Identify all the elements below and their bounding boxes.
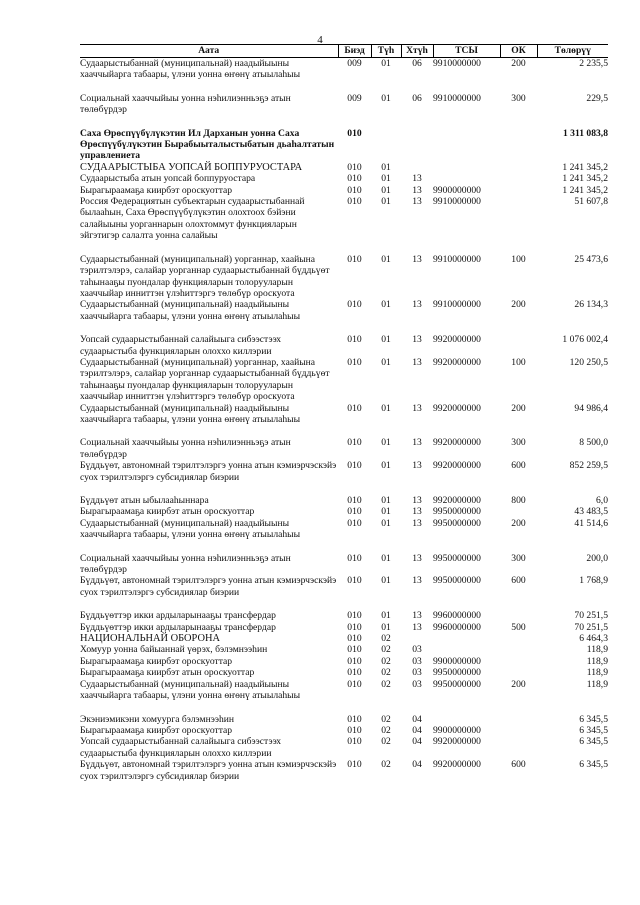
- cell-expense-type: [500, 725, 537, 736]
- cell-target: 9920000000: [433, 402, 481, 414]
- cell-expense-type: [500, 506, 537, 517]
- header-subsection: Хтүһ: [401, 45, 433, 58]
- cell-name: СУДААРЫСТЫБА УОПСАЙ БОППУРУОСТАРА: [80, 161, 303, 173]
- cell-ministry: 010: [347, 517, 362, 529]
- cell-ministry: 010: [347, 356, 362, 368]
- cell-name: Судаарыстыбаннай (муниципальнай) уорганнар, хаайына тэрилтэлэрэ, салайар уорганнар судаарыстыбаннай бүддьүөт таһынааҕы пуондалар функцияларын толорууларын хааччыйар инниттэн үлэһиттэргэ төлөбүр ороскуота: [80, 356, 330, 403]
- table-row: [80, 656, 608, 667]
- table-row: [80, 610, 608, 621]
- cell-expense-type: 100: [511, 253, 526, 265]
- cell-section: 01: [381, 517, 391, 529]
- cell-subsection: 13: [412, 299, 422, 311]
- cell-name: Судаарыстыбаннай (муниципальнай) наадыйыыны хааччыйарга табаары, үлэни уонна өҥөнү атыылаһыы: [80, 517, 301, 541]
- spacer-row: [80, 541, 608, 553]
- cell-ministry: 010: [347, 184, 362, 196]
- cell-target: [433, 162, 500, 173]
- spacer-row: [80, 322, 608, 334]
- cell-amount: 6 345,5: [579, 713, 608, 725]
- spacer-row: [80, 425, 608, 437]
- cell-target: [433, 644, 500, 655]
- cell-target: 9960000000: [433, 621, 481, 633]
- table-row: [80, 128, 608, 162]
- cell-section: 01: [381, 460, 391, 472]
- cell-subsection: 13: [412, 334, 422, 346]
- table-row: [80, 633, 608, 644]
- table-row: [80, 460, 608, 483]
- cell-ministry: 010: [347, 173, 362, 185]
- cell-name: Судаарыстыбаннай (муниципальнай) наадыйыыны хааччыйарга табаары, үлэни уонна өҥөнү атыылаһыы: [80, 678, 301, 702]
- table-row: [80, 553, 608, 576]
- cell-target: 9920000000: [433, 759, 481, 771]
- cell-amount: 6 345,5: [579, 724, 608, 736]
- table-row: [80, 334, 608, 357]
- cell-name: Экэниэмикэни хомуурга бэлэмнээһин: [80, 713, 235, 725]
- cell-expense-type: [500, 185, 537, 196]
- cell-section: 02: [381, 736, 391, 748]
- spacer-row: [80, 598, 608, 610]
- cell-subsection: 13: [412, 610, 422, 622]
- spacer-row: [80, 483, 608, 495]
- cell-amount: 6 345,5: [579, 736, 608, 748]
- header-name: Аата: [80, 45, 338, 58]
- spacer-row: [80, 116, 608, 128]
- cell-expense-type: 200: [511, 299, 526, 311]
- cell-section: 01: [381, 299, 391, 311]
- cell-amount: 118,9: [586, 667, 608, 679]
- cell-name: Бүддьүөт атын ыбылааһыннара: [80, 495, 209, 506]
- cell-amount: 200,0: [586, 552, 608, 564]
- cell-section: 02: [381, 713, 391, 725]
- table-row: [80, 93, 608, 116]
- cell-ministry: 010: [347, 402, 362, 414]
- cell-section: 02: [381, 644, 391, 656]
- cell-section: 02: [381, 759, 391, 771]
- cell-target: [433, 714, 500, 725]
- cell-amount: 8 500,0: [579, 437, 608, 449]
- cell-ministry: 010: [347, 759, 362, 771]
- cell-amount: 6 345,5: [579, 759, 608, 771]
- cell-ministry: 010: [347, 495, 362, 506]
- cell-ministry: 010: [347, 299, 362, 311]
- cell-amount: 1 076 002,4: [562, 334, 608, 346]
- cell-subsection: 13: [412, 356, 422, 368]
- cell-expense-type: 500: [511, 621, 526, 633]
- cell-name: Уопсай судаарыстыбаннай салайыыга сибээстээх судаарыстыба функцияларын олоххо киллэрии: [80, 736, 282, 759]
- cell-amount: 2 235,5: [579, 58, 608, 69]
- table-row: [80, 736, 608, 759]
- spacer-cell: [80, 598, 608, 610]
- cell-ministry: 010: [347, 610, 362, 622]
- cell-expense-type: 600: [511, 575, 526, 587]
- cell-ministry: 010: [347, 667, 362, 679]
- table-row: [80, 299, 608, 322]
- cell-amount: 1 311 083,8: [562, 127, 608, 139]
- cell-amount: 41 514,6: [574, 517, 608, 529]
- cell-amount: 94 986,4: [574, 402, 608, 414]
- cell-section: [371, 128, 401, 162]
- spacer-cell: [80, 116, 608, 128]
- table-row: [80, 357, 608, 403]
- cell-subsection: 03: [412, 678, 422, 690]
- cell-subsection: 13: [412, 460, 422, 472]
- spacer-cell: [80, 322, 608, 334]
- cell-target: 9910000000: [433, 58, 481, 69]
- table-row: [80, 667, 608, 678]
- cell-amount: 6 464,3: [579, 633, 608, 645]
- cell-name: Социальнай хааччыйыы уонна нэһилиэнньэҕэ атын төлөбүрдэр: [80, 552, 291, 576]
- cell-ministry: 010: [347, 196, 362, 208]
- cell-name: Судаарыстыбаннай (муниципальнай) наадыйыыны хааччыйарга табаары, үлэни уонна өҥөнү атыылаһыы: [80, 58, 301, 81]
- cell-expense-type: 300: [511, 437, 526, 449]
- cell-target: 9960000000: [433, 610, 481, 622]
- cell-name: Социальнай хааччыйыы уонна нэһилиэнньэҕэ атын төлөбүрдэр: [80, 92, 291, 116]
- cell-amount: 43 483,5: [574, 506, 608, 518]
- cell-expense-type: 200: [511, 517, 526, 529]
- cell-section: 01: [381, 552, 391, 564]
- cell-amount: 118,9: [586, 678, 608, 690]
- cell-section: 01: [381, 437, 391, 449]
- table-row: [80, 173, 608, 184]
- cell-target: [433, 128, 500, 162]
- cell-ministry: 010: [347, 552, 362, 564]
- cell-name: Бырагыраамаҕа киирбэт ороскуоттар: [80, 184, 233, 196]
- cell-expense-type: 600: [511, 460, 526, 472]
- table-row: [80, 506, 608, 517]
- table-row: [80, 403, 608, 426]
- cell-expense-type: [500, 644, 537, 655]
- table-row: [80, 58, 608, 81]
- cell-target: 9910000000: [433, 253, 481, 265]
- cell-target: 9950000000: [433, 575, 481, 587]
- cell-expense-type: [500, 656, 537, 667]
- cell-subsection: 13: [412, 552, 422, 564]
- cell-amount: 118,9: [586, 644, 608, 656]
- cell-ministry: 010: [347, 655, 362, 667]
- header-target: ТСЫ: [433, 45, 500, 58]
- cell-amount: 1 768,9: [579, 575, 608, 587]
- table-row: [80, 518, 608, 541]
- cell-name: Судаарыстыбаннай (муниципальнай) наадыйыыны хааччыйарга табаары, үлэни уонна өҥөнү атыылаһыы: [80, 299, 301, 322]
- cell-name: НАЦИОНАЛЬНАЙ ОБОРОНА: [80, 633, 220, 645]
- cell-target: 9920000000: [433, 356, 481, 368]
- table-row: [80, 759, 608, 782]
- spacer-cell: [80, 425, 608, 437]
- cell-name: Судаарыстыбаннай (муниципальнай) наадыйыыны хааччыйарга табаары, үлэни уонна өҥөнү атыылаһыы: [80, 402, 301, 425]
- cell-section: 02: [381, 633, 391, 645]
- table-row: [80, 725, 608, 736]
- cell-subsection: 03: [412, 644, 422, 656]
- cell-ministry: 010: [347, 437, 362, 449]
- table-row: [80, 196, 608, 242]
- cell-name: Бырагыраамаҕа киирбэт ороскуоттар: [80, 724, 233, 736]
- cell-target: 9910000000: [433, 92, 481, 104]
- cell-subsection: 13: [412, 495, 422, 506]
- cell-ministry: 010: [347, 460, 362, 472]
- page-number: 4: [317, 34, 323, 46]
- cell-expense-type: [500, 128, 537, 162]
- spacer-cell: [80, 702, 608, 714]
- cell-section: 02: [381, 655, 391, 667]
- cell-name: Бүддьүөт, автономнай тэрилтэлэргэ уонна атын кэмиэрчэскэйэ суох тэрилтэлэргэ субсидиялар биэрии: [80, 575, 337, 598]
- cell-amount: 118,9: [586, 655, 608, 667]
- cell-ministry: 010: [347, 161, 362, 173]
- cell-subsection: 13: [412, 173, 422, 185]
- cell-expense-type: 300: [511, 552, 526, 564]
- cell-section: 01: [381, 184, 391, 196]
- cell-amount: 1 241 345,2: [562, 184, 608, 196]
- cell-section: 02: [381, 724, 391, 736]
- cell-subsection: 03: [412, 655, 422, 667]
- header-section: Түһ: [371, 45, 401, 58]
- cell-section: 01: [381, 58, 391, 69]
- cell-ministry: 010: [347, 253, 362, 265]
- cell-subsection: 13: [412, 253, 422, 265]
- cell-expense-type: 200: [511, 678, 526, 690]
- table-row: [80, 495, 608, 506]
- cell-subsection: 13: [412, 184, 422, 196]
- cell-section: 01: [381, 495, 391, 506]
- cell-subsection: 04: [412, 713, 422, 725]
- cell-target: 9920000000: [433, 437, 481, 449]
- cell-subsection: 13: [412, 575, 422, 587]
- cell-target: 9900000000: [433, 655, 481, 667]
- cell-subsection: 13: [412, 621, 422, 633]
- cell-name: Хомуур уонна байыаннай үөрэх, бэлэмнээһин: [80, 644, 268, 656]
- spacer-cell: [80, 242, 608, 254]
- cell-name: Бүддьүөт, автономнай тэрилтэлэргэ уонна атын кэмиэрчэскэйэ суох тэрилтэлэргэ субсидиялар биэрии: [80, 759, 337, 782]
- cell-amount: 1 241 345,2: [562, 173, 608, 185]
- cell-expense-type: [500, 173, 537, 184]
- cell-name: Уопсай судаарыстыбаннай салайыыга сибээстээх судаарыстыба функцияларын олоххо киллэрии: [80, 334, 282, 357]
- table-row: [80, 185, 608, 196]
- cell-target: 9950000000: [433, 506, 481, 518]
- cell-expense-type: [500, 610, 537, 621]
- cell-subsection: 13: [412, 437, 422, 449]
- spacer-row: [80, 81, 608, 93]
- cell-amount: 1 241 345,2: [562, 161, 608, 173]
- cell-expense-type: [500, 162, 537, 173]
- cell-subsection: 13: [412, 517, 422, 529]
- cell-name: Судаарыстыбаннай (муниципальнай) уорганнар, хаайына тэрилтэлэрэ, салайар уорганнар судаарыстыбаннай бүддьүөт таһынааҕы пуондалар функцияларын толорууларын хааччыйар инниттэн үлэһиттэргэ төлөбүр ороскуота: [80, 253, 330, 299]
- cell-expense-type: 100: [511, 356, 526, 368]
- cell-subsection: 03: [412, 667, 422, 679]
- table-row: [80, 644, 608, 655]
- cell-name: Бырагыраамаҕа киирбэт атын ороскуоттар: [80, 667, 255, 679]
- cell-amount: 852 259,5: [569, 460, 608, 472]
- cell-subsection: 04: [412, 724, 422, 736]
- cell-name: Бүддьүөттэр икки ардыларынааҕы трансфердар: [80, 621, 276, 633]
- cell-section: 01: [381, 402, 391, 414]
- cell-target: 9900000000: [433, 724, 481, 736]
- cell-section: 01: [381, 92, 391, 104]
- cell-name: Бырагыраамаҕа киирбэт атын ороскуоттар: [80, 506, 255, 518]
- spacer-cell: [80, 541, 608, 553]
- table-row: [80, 714, 608, 725]
- cell-target: 9950000000: [433, 517, 481, 529]
- cell-amount: 51 607,8: [574, 196, 608, 208]
- cell-section: 01: [381, 161, 391, 173]
- cell-target: [433, 173, 500, 184]
- table-row: [80, 622, 608, 633]
- cell-section: 02: [381, 678, 391, 690]
- spacer-cell: [80, 483, 608, 495]
- cell-target: 9950000000: [433, 667, 481, 679]
- cell-expense-type: 300: [511, 92, 526, 104]
- cell-name: Саха Өрөспүүбүлүкэтин Ил Дарханын уонна Саха Өрөспүүбүлүкэтин Бырабыыталыстыбатын дьаһалтатын управлениета: [80, 127, 335, 162]
- cell-ministry: 010: [347, 334, 362, 346]
- table-row: [80, 162, 608, 173]
- cell-target: 9920000000: [433, 460, 481, 472]
- cell-section: 01: [381, 196, 391, 208]
- cell-name: Бырагыраамаҕа киирбэт ороскуоттар: [80, 655, 233, 667]
- cell-subsection: 06: [412, 58, 422, 69]
- cell-section: 01: [381, 610, 391, 622]
- table-row: [80, 575, 608, 598]
- cell-name: Судаарыстыба атын уопсай боппуруостара: [80, 173, 256, 185]
- cell-expense-type: [500, 667, 537, 678]
- cell-subsection: 06: [412, 92, 422, 104]
- cell-target: 9910000000: [433, 299, 481, 311]
- cell-expense-type: [500, 196, 537, 242]
- cell-ministry: 010: [347, 127, 362, 139]
- cell-name: Социальнай хааччыйыы уонна нэһилиэнньэҕэ атын төлөбүрдэр: [80, 437, 291, 460]
- cell-section: 02: [381, 667, 391, 679]
- spacer-cell: [80, 81, 608, 93]
- cell-target: 9920000000: [433, 736, 481, 748]
- spacer-row: [80, 702, 608, 714]
- cell-target: 9900000000: [433, 184, 481, 196]
- cell-section: 01: [381, 575, 391, 587]
- cell-amount: 6,0: [596, 495, 608, 506]
- cell-ministry: 010: [347, 724, 362, 736]
- cell-subsection: 13: [412, 506, 422, 518]
- cell-subsection: [401, 162, 433, 173]
- cell-amount: 26 134,3: [574, 299, 608, 311]
- cell-ministry: 009: [347, 92, 362, 104]
- cell-name: Бүддьүөттэр икки ардыларынааҕы трансфердар: [80, 610, 276, 622]
- cell-ministry: 009: [347, 58, 362, 69]
- cell-expense-type: 200: [511, 402, 526, 414]
- cell-amount: 70 251,5: [574, 610, 608, 622]
- cell-name: Бүддьүөт, автономнай тэрилтэлэргэ уонна атын кэмиэрчэскэйэ суох тэрилтэлэргэ субсидиялар биэрии: [80, 460, 337, 483]
- cell-subsection: 04: [412, 736, 422, 748]
- cell-expense-type: [500, 714, 537, 725]
- cell-section: 01: [381, 621, 391, 633]
- cell-expense-type: 200: [511, 58, 526, 69]
- cell-subsection: [401, 128, 433, 162]
- cell-amount: 229,5: [586, 92, 608, 104]
- cell-subsection: 13: [412, 196, 422, 208]
- cell-subsection: 13: [412, 402, 422, 414]
- cell-target: 9950000000: [433, 678, 481, 690]
- cell-name: Россия Федерациятын субъектарын судаарыстыбаннай былааһын, Саха Өрөспүүбүлүкэтин олохтоох бэйэни салайыыны уорганнарын олохтоммут функцияларын эйгэтигэр салалта уонна салайыы: [80, 196, 305, 242]
- cell-subsection: [401, 633, 433, 644]
- cell-target: 9950000000: [433, 552, 481, 564]
- header-ministry: Биэд: [338, 45, 371, 58]
- cell-section: 01: [381, 356, 391, 368]
- cell-ministry: 010: [347, 575, 362, 587]
- header-expense-type: ОК: [500, 45, 537, 58]
- cell-ministry: 010: [347, 506, 362, 518]
- cell-expense-type: [500, 633, 537, 644]
- cell-target: 9920000000: [433, 334, 481, 346]
- cell-expense-type: 800: [511, 495, 526, 506]
- cell-target: [433, 633, 500, 644]
- table-header-row: [80, 45, 608, 58]
- cell-amount: 70 251,5: [574, 621, 608, 633]
- budget-table: [80, 44, 608, 782]
- cell-ministry: 010: [347, 644, 362, 656]
- cell-ministry: 010: [347, 621, 362, 633]
- cell-amount: 25 473,6: [574, 253, 608, 265]
- cell-amount: 120 250,5: [569, 356, 608, 368]
- cell-section: 01: [381, 334, 391, 346]
- cell-target: 9920000000: [433, 495, 481, 506]
- cell-expense-type: 600: [511, 759, 526, 771]
- cell-expense-type: [500, 334, 537, 357]
- cell-section: 01: [381, 506, 391, 518]
- cell-ministry: 010: [347, 633, 362, 645]
- cell-subsection: 04: [412, 759, 422, 771]
- cell-ministry: 010: [347, 713, 362, 725]
- cell-section: 01: [381, 173, 391, 185]
- table-row: [80, 254, 608, 300]
- cell-ministry: 010: [347, 736, 362, 748]
- header-amount: Төлөрүү: [537, 45, 608, 58]
- table-row: [80, 679, 608, 702]
- table-row: [80, 437, 608, 460]
- spacer-row: [80, 242, 608, 254]
- cell-target: 9910000000: [433, 196, 481, 208]
- cell-ministry: 010: [347, 678, 362, 690]
- cell-section: 01: [381, 253, 391, 265]
- cell-expense-type: [500, 736, 537, 759]
